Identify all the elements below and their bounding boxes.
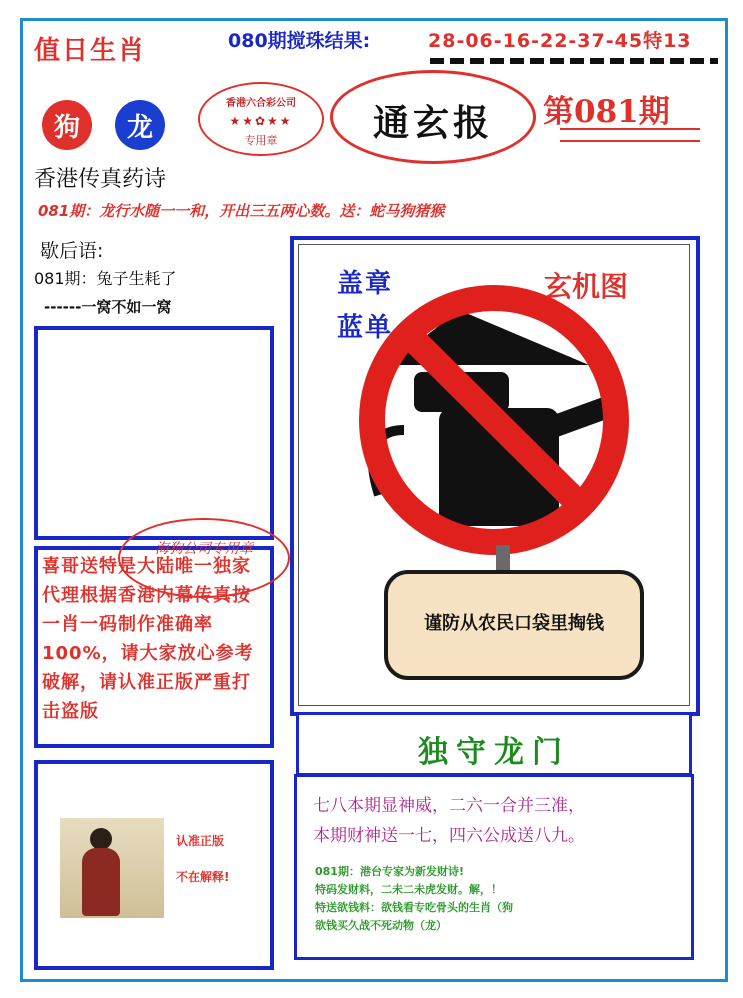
seal-top-text: 香港六合彩公司 (226, 98, 296, 109)
issue-underline (560, 128, 700, 142)
blue-stamp-2: 蓝单 (337, 313, 394, 343)
side-line-1: 认准正版 (176, 834, 225, 848)
warning-sign-text: 谨防从农民口袋里掏钱 (424, 613, 604, 634)
result-underline (430, 58, 718, 64)
mystery-image-box (290, 236, 700, 716)
company-seal (198, 82, 324, 156)
poem-title: 香港传真药诗 (34, 167, 167, 192)
prediction-box (294, 774, 694, 960)
blue-stamp-1: 盖章 (337, 269, 394, 299)
notice-text: 喜哥送特是大陆唯一独家代理根据香港内幕传真按一肖一码制作准确率100%，请大家放心参考破解，请认准正版严重打击盗版 (42, 556, 254, 722)
issue-number: 第081期 (543, 94, 670, 130)
lady-painting-image (60, 818, 164, 918)
poem-line: 081期：龙行水随一一和，开出三五两心数。送：蛇马狗猪猴 (38, 202, 445, 220)
dragon-gate-title: 独守龙门 (418, 735, 570, 770)
zodiac-dragon-badge: 龙 (115, 100, 165, 150)
side-line-2: 不在解释! (176, 870, 230, 884)
lady-robe (82, 848, 120, 916)
zodiac-dog-badge: 狗 (42, 100, 92, 150)
verse-line-2: 本期财神送一七，四六公成送八九。 (313, 826, 585, 846)
mystery-image-frame (298, 244, 690, 706)
prohibition-sign-icon (319, 280, 669, 570)
xiehouyu-title: 歇后语: (40, 240, 104, 262)
verse-line-1: 七八本期显神威，二六一合并三准， (313, 796, 585, 816)
brand-oval (330, 70, 536, 164)
draw-result-value: 28-06-16-22-37-45特13 (428, 30, 692, 52)
warning-sign (384, 570, 644, 680)
xiehouyu-line-2: ------一窝不如一窝 (44, 298, 172, 316)
blank-box (34, 326, 274, 540)
seal-stars: ★★✿★★ (229, 114, 293, 128)
xiehouyu-line-1: 081期：兔子生耗了 (34, 269, 177, 288)
lady-head (90, 828, 112, 850)
duty-zodiac-label: 值日生肖 (34, 36, 147, 66)
notice-stamp (118, 518, 290, 598)
draw-result-label: 080期搅珠结果: (228, 30, 371, 52)
notice-stamp-text: 海狗公司专用章 (155, 541, 253, 557)
prediction-line-5: 特送欲钱料：欲钱看专吃骨头的生肖（狗 (315, 901, 513, 914)
prediction-line-6: 欲钱买久战不死动物（龙） (315, 919, 447, 932)
brand-title: 通玄报 (372, 102, 493, 144)
side-box (34, 760, 274, 970)
seal-bottom-text: 专用章 (244, 134, 278, 147)
dragon-gate-box (296, 712, 692, 776)
prediction-line-3: 081期：港台专家为新发财诗! (315, 865, 464, 878)
oracle-image-label: 玄机图 (544, 270, 629, 303)
prediction-line-4: 特码发财料，二未二未虎发财。解，！ (315, 883, 502, 896)
